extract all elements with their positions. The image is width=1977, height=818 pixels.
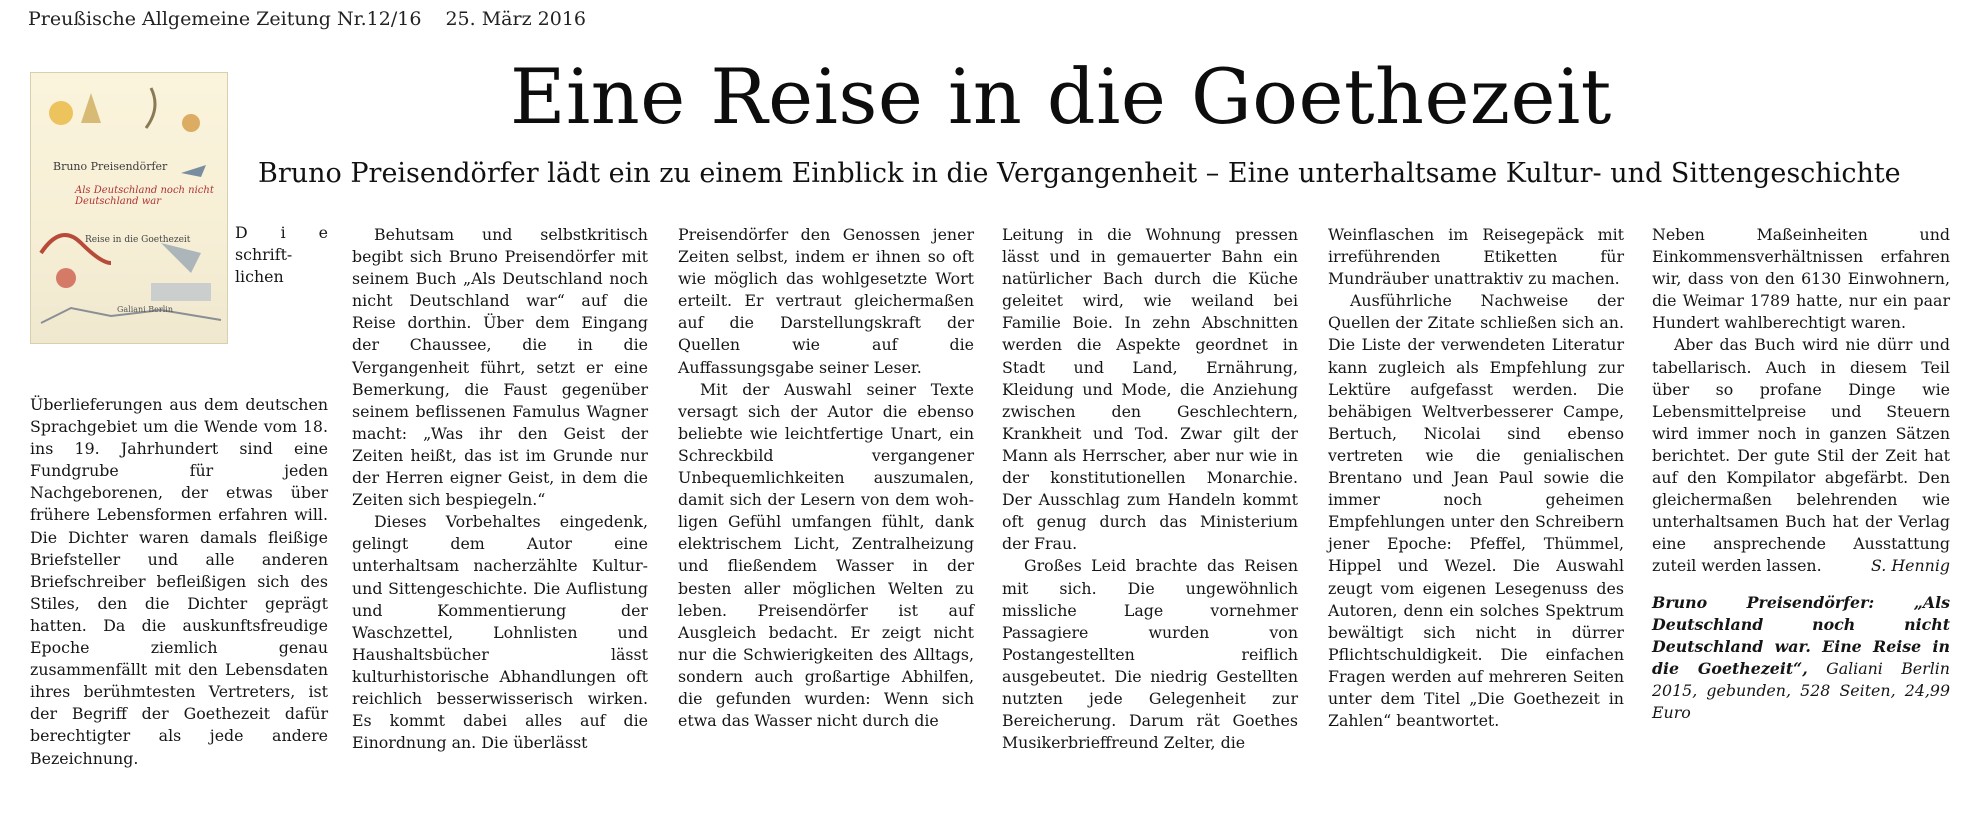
article-headline: Eine Reise in die Goethezeit bbox=[510, 52, 1612, 141]
article-column-2 bbox=[352, 224, 648, 754]
masthead bbox=[28, 8, 586, 30]
article-column-1 bbox=[30, 222, 328, 770]
article-subheadline: Bruno Preisendörfer lädt ein zu einem Einblick in die Vergangenheit – Eine unterhaltsame Kultur- und Sittengeschichte bbox=[258, 158, 1901, 189]
article-column-5 bbox=[1328, 224, 1624, 732]
paragraph: Dieses Vorbehaltes eingedenk, gelingt dem Autor eine unterhaltsam nacherzählte Kultur- und Sittengeschichte. Die Auflistung und Kommentierung der Waschzettel, Lohnlisten und Haushaltsbücher lässt kulturhistorische Abhandlungen oft reichlich besserwisserisch wirken. Es kommt dabei alles auf die Einordnung an. Die überlässt bbox=[352, 512, 648, 753]
article-column-6 bbox=[1652, 224, 1950, 724]
paragraph: Leitung in die Wohnung pressen lässt und in gemauerter Bahn ein natürlicher Bach durch die Küche geleitet wird, wie weiland bei Familie Boie. In zehn Abschnitten werden die Aspekte geordnet in Stadt und Land, Ernährung, Kleidung und Mode, die Anziehung zwischen den Geschlechtern, Krankheit und Tod. Zwar gilt der Mann als Herrscher, aber nur wie in der konstitutionellen Monarchie. Der Ausschlag zum Handeln kommt oft genug durch das Ministerium der Frau. bbox=[1002, 225, 1298, 554]
book-reference-details: Galiani Berlin 2015, gebunden, 528 Seiten, 24,99 Euro bbox=[1652, 658, 1950, 722]
paragraph: Ausführliche Nachweise der Quellen der Zitate schließen sich an. Die Liste der verwendeten Literatur kann zugleich als Empfehlung zur Lektüre aufgefasst werden. Die behäbigen Weltverbesserer Campe, Bertuch, Nicolai sind ebenso vertreten wie die genialischen Brentano und Jean Paul sowie die immer noch geheimen Empfehlungen unter den Schreibern jener Epoche: Pfeffel, Thümmel, Hippel und Wezel. Die Auswahl zeugt vom eigenen Lesegenuss des Autoren, denn ein solches Spektrum bewältigt sich nicht in dürrer Pflichtschuldigkeit. Die einfachen Fragen werden auf mehreren Seiten unter dem Titel „Die Goethezeit in Zahlen“ beantwortet. bbox=[1328, 291, 1624, 731]
author-signature: S. Hennig bbox=[1871, 556, 1950, 576]
paragraph: Weinflaschen im Reisegepäck mit irreführenden Etiketten für Mundräuber unattraktiv zu machen. bbox=[1328, 225, 1624, 289]
paragraph-text: Aber das Buch wird nie dürr und tabellarisch. Auch in diesem Teil über so profane Dinge wie Lebensmittelpreise und Steuern wird immer noch in ganzen Sätzen berichtet. Der gute Stil der Zeit hat auf den Kompilator abgefärbt. Den gleichermaßen belehrenden wie unterhaltsamen Buch hat der Verlag eine ansprechende Ausstattung zuteil werden lassen. bbox=[1652, 335, 1950, 576]
issue-date: 25. März 2016 bbox=[445, 8, 586, 30]
cover-title: Als Deutschland noch nicht Deutschland war bbox=[75, 185, 214, 207]
paragraph: Behutsam und selbstkritisch begibt sich Bruno Preisendörfer mit seinem Buch „Als Deutschland noch nicht Deutschland war“ auf die Reise dorthin. Über dem Eingang der Chaussee, die in die Vergangenheit führt, setzt er eine Bemerkung, die Faust gegenüber seinem beflissenen Famulus Wagner macht: „Was ihr den Geist der Zeiten heißt, das ist im Grunde nur der Herren eigner Geist, in dem die Zeiten sich bespiegeln.“ bbox=[352, 225, 648, 510]
cover-author: Bruno Preisendörfer bbox=[53, 160, 168, 173]
paragraph: Mit der Auswahl seiner Texte versagt sich der Autor die ebenso beliebte wie leichtfertige Unart, ein Schreckbild vergangener Unbequemlichkeiten auszumalen, damit sich der Lesern von dem woh-ligen Gefühl umfangen fühlt, dank elektrischem Licht, Zentralheizung und fließendem Wasser in der besten aller möglichen Welten zu leben. Preisendörfer ist auf Ausgleich bedacht. Er zeigt nicht nur die Schwierigkeiten des Alltags, sondern auch großartige Abhilfen, die gefunden wurden: Wenn sich etwa das Wasser nicht durch die bbox=[678, 379, 974, 731]
paragraph: Großes Leid brachte das Reisen mit sich. Die ungewöhnlich missliche Lage vornehmer Passagiere wurden von Postangestellten reiflich ausgebeutet. Die niedrig Gestellten nutzten jede Gelegenheit zur Bereicherung. Darum rät Goethes Musikerbrieffreund Zelter, die bbox=[1002, 556, 1298, 753]
article-column-3 bbox=[678, 224, 974, 732]
cover-subtitle: Reise in die Goethezeit bbox=[85, 235, 191, 245]
paragraph bbox=[1652, 334, 1950, 577]
paragraph: D i e schrift-lichen Überlieferungen aus dem deutschen Sprachgebiet um die Wende vom 18. ins 19. Jahrhundert sind eine Fundgrube für jeden Nachgeborenen, der etwas über frühere Lebensformen erfahren will. Die Dichter waren damals fleißige Briefsteller und alle anderen Briefschreiber befleißigen sich des Stiles, den die Dichter geprägt hatten. Da die auskunftsfreudige Epoche ziemlich genau zusammenfällt mit den Lebensdaten ihres berühmtesten Vertreters, ist der Begriff der Goethezeit dafür berechtigter als jede andere Bezeichnung. bbox=[30, 223, 328, 768]
book-reference bbox=[1652, 592, 1950, 725]
book-reference-title: Bruno Preisendörfer: „Als Deutschland noch nicht Deutschland war. Eine Reise in die Goethezeit“, bbox=[1652, 592, 1950, 678]
article-column-4 bbox=[1002, 224, 1298, 754]
paragraph: Neben Maßeinheiten und Einkommensverhältnissen erfahren wir, dass von den 6130 Einwohnern, die Weimar 1789 hatte, nur ein paar Hundert wahlberechtigt waren. bbox=[1652, 225, 1950, 333]
cover-float-spacer bbox=[30, 222, 235, 394]
cover-publisher: Galiani Berlin bbox=[117, 305, 174, 314]
newspaper-name: Preußische Allgemeine Zeitung Nr.12/16 bbox=[28, 8, 422, 30]
paragraph: Preisendörfer den Genossen jener Zeiten selbst, indem er ihnen so oft wie möglich das wohlgesetzte Wort erteilt. Er vertraut gleichermaßen auf die Darstellungskraft der Quellen wie auf die Auffassungsgabe seiner Leser. bbox=[678, 225, 974, 377]
